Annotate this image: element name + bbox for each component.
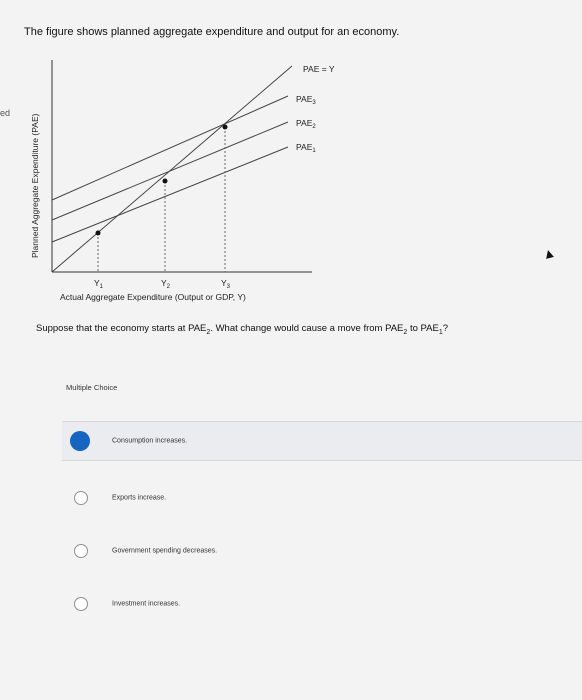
y3-tick-label: $Y_3$ (221, 278, 231, 290)
choice-label: Consumption increases. (112, 437, 188, 445)
multiple-choice-label: Multiple Choice (66, 383, 118, 392)
question-prompt: Suppose that the economy starts at $PAE_2$. What change would cause a move from $PAE_2$ to $PAE_1$? (36, 323, 449, 336)
aggregate-expenditure-figure (22, 50, 342, 315)
question-text: The figure shows planned aggregate expenditure and output for an economy. (24, 26, 400, 38)
radio-empty-icon[interactable] (74, 544, 88, 558)
choice-label: Investment increases. (112, 600, 181, 608)
keynesian-cross-diagram (22, 50, 342, 310)
pae-equals-y-label: PAE = Y (303, 64, 335, 74)
choice-option-2[interactable] (62, 478, 582, 518)
pae1-label: $PAE_1$ (296, 142, 316, 154)
x-axis-label: Actual Aggregate Expenditure (Output or GDP, Y) (60, 292, 246, 302)
radio-selected-icon[interactable] (70, 431, 90, 451)
choice-option-3[interactable] (62, 531, 582, 571)
pae2-line (52, 122, 288, 220)
equilibrium-point-1 (96, 231, 101, 236)
choice-label: Government spending decreases. (112, 547, 218, 555)
equilibrium-point-3 (223, 125, 228, 130)
radio-empty-icon[interactable] (74, 491, 88, 505)
radio-empty-icon[interactable] (74, 597, 88, 611)
choice-option-1[interactable] (62, 421, 582, 461)
choice-option-4[interactable] (62, 584, 582, 624)
mouse-cursor-icon (544, 249, 554, 259)
choice-label: Exports increase. (112, 494, 167, 502)
clipped-side-text: ed (0, 108, 11, 118)
pae3-line (52, 96, 288, 200)
y1-tick-label: $Y_1$ (94, 278, 104, 290)
pae3-label: $PAE_3$ (296, 94, 316, 106)
pae2-label: $PAE_2$ (296, 118, 316, 130)
y-axis-label: Planned Aggregate Expenditure (PAE) (30, 113, 40, 258)
pae-equals-y-line (52, 66, 292, 272)
y2-tick-label: $Y_2$ (161, 278, 171, 290)
equilibrium-point-2 (163, 179, 168, 184)
pae1-line (52, 147, 288, 242)
